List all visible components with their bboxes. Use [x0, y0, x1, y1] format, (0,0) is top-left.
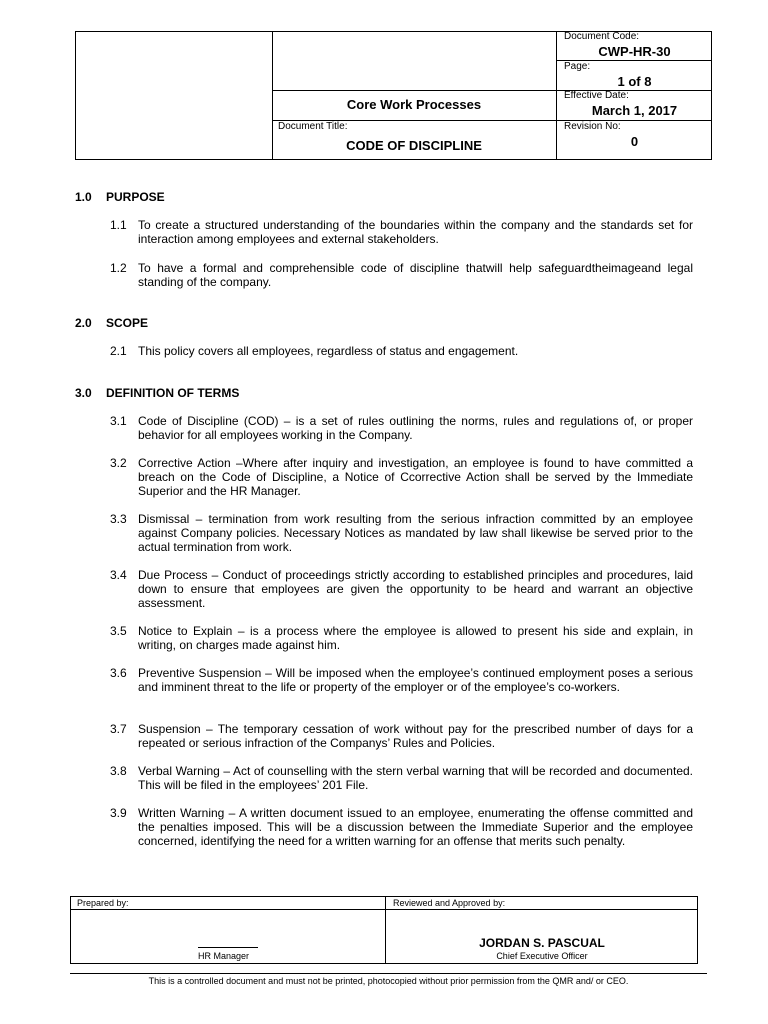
section-heading-purpose: 1.0 PURPOSE	[75, 190, 165, 204]
controlled-document-notice: This is a controlled document and must not be printed, photocopied without prior permission from the QMR and/ or CEO.	[70, 973, 707, 986]
process-name: Core Work Processes	[346, 97, 482, 112]
page-label: Page:	[564, 61, 591, 72]
section-heading-scope: 2.0 SCOPE	[75, 316, 149, 330]
list-item: 3.8 Verbal Warning – Act of counselling with the stern verbal warning that will be recorded and documented. This will be filed in the employees’ 201 File.	[110, 764, 693, 792]
list-item: 1.2 To have a formal and comprehensible code of discipline thatwill help safeguardtheimageand legal standing of the company.	[110, 261, 693, 289]
list-item: 3.5 Notice to Explain – is a process where the employee is allowed to present his side and explain, in writing, on charges made against him.	[110, 624, 693, 652]
page-number: 1 of 8	[617, 74, 652, 89]
prepared-by-label: Prepared by:	[77, 898, 129, 908]
signature-line	[198, 947, 258, 948]
document-title: CODE OF DISCIPLINE	[346, 138, 482, 153]
signature-divider	[71, 909, 697, 910]
list-item: 3.1 Code of Discipline (COD) – is a set of rules outlining the norms, rules and regulations of, or proper behavior for all employees working in the Company.	[110, 414, 693, 442]
doc-code-label: Document Code:	[564, 31, 640, 42]
list-item: 3.2 Corrective Action –Where after inquiry and investigation, an employee is found to have committed a breach on the Code of Discipline, a Notice of Ccorrective Action shall be served by the Immediate Superior and the HR Manager.	[110, 456, 693, 498]
list-item: 3.3 Dismissal – termination from work resulting from the serious infraction committed by an employee against Company policies. Necessary Notices as mandated by law shall likewise be served prior to the actual termination from work.	[110, 512, 693, 554]
signature-table	[70, 896, 698, 964]
approver-name: JORDAN S. PASCUAL	[479, 936, 605, 950]
approver-role: Chief Executive Officer	[496, 951, 588, 961]
header-divider	[272, 90, 711, 91]
prepared-by-role: HR Manager	[198, 951, 250, 961]
document-title-label: Document Title:	[278, 121, 348, 132]
revision-label: Revision No:	[564, 121, 621, 132]
section-heading-definitions: 3.0 DEFINITION OF TERMS	[75, 386, 240, 400]
revision-number: 0	[630, 134, 639, 149]
reviewed-by-label: Reviewed and Approved by:	[393, 898, 506, 908]
list-item: 3.9 Written Warning – A written document issued to an employee, enumerating the offense committed and the penalties imposed. This will be a discussion between the Immediate Superior and the employee concerned, identifying the need for a written warning for an offense that merits such penalty.	[110, 806, 693, 848]
list-item: 3.4 Due Process – Conduct of proceedings strictly according to established principles and procedures, laid down to ensure that employees are given the opportunity to be heard and warrant an objective assessment.	[110, 568, 693, 610]
doc-code: CWP-HR-30	[598, 44, 671, 59]
document-header	[75, 31, 712, 160]
list-item: 2.1 This policy covers all employees, regardless of status and engagement.	[110, 344, 519, 358]
list-item: 3.6 Preventive Suspension – Will be imposed when the employee’s continued employment poses a serious and imminent threat to the life or property of the employer or of the employee’s co-workers.	[110, 666, 693, 694]
effective-date: March 1, 2017	[591, 103, 678, 118]
effective-date-label: Effective Date:	[564, 90, 629, 101]
list-item: 3.7 Suspension – The temporary cessation of work without pay for the prescribed number of days for a repeated or serious infraction of the Companys’ Rules and Policies.	[110, 722, 693, 750]
list-item: 1.1 To create a structured understanding of the boundaries within the company and the standards set for interaction among employees and external stakeholders.	[110, 218, 693, 246]
